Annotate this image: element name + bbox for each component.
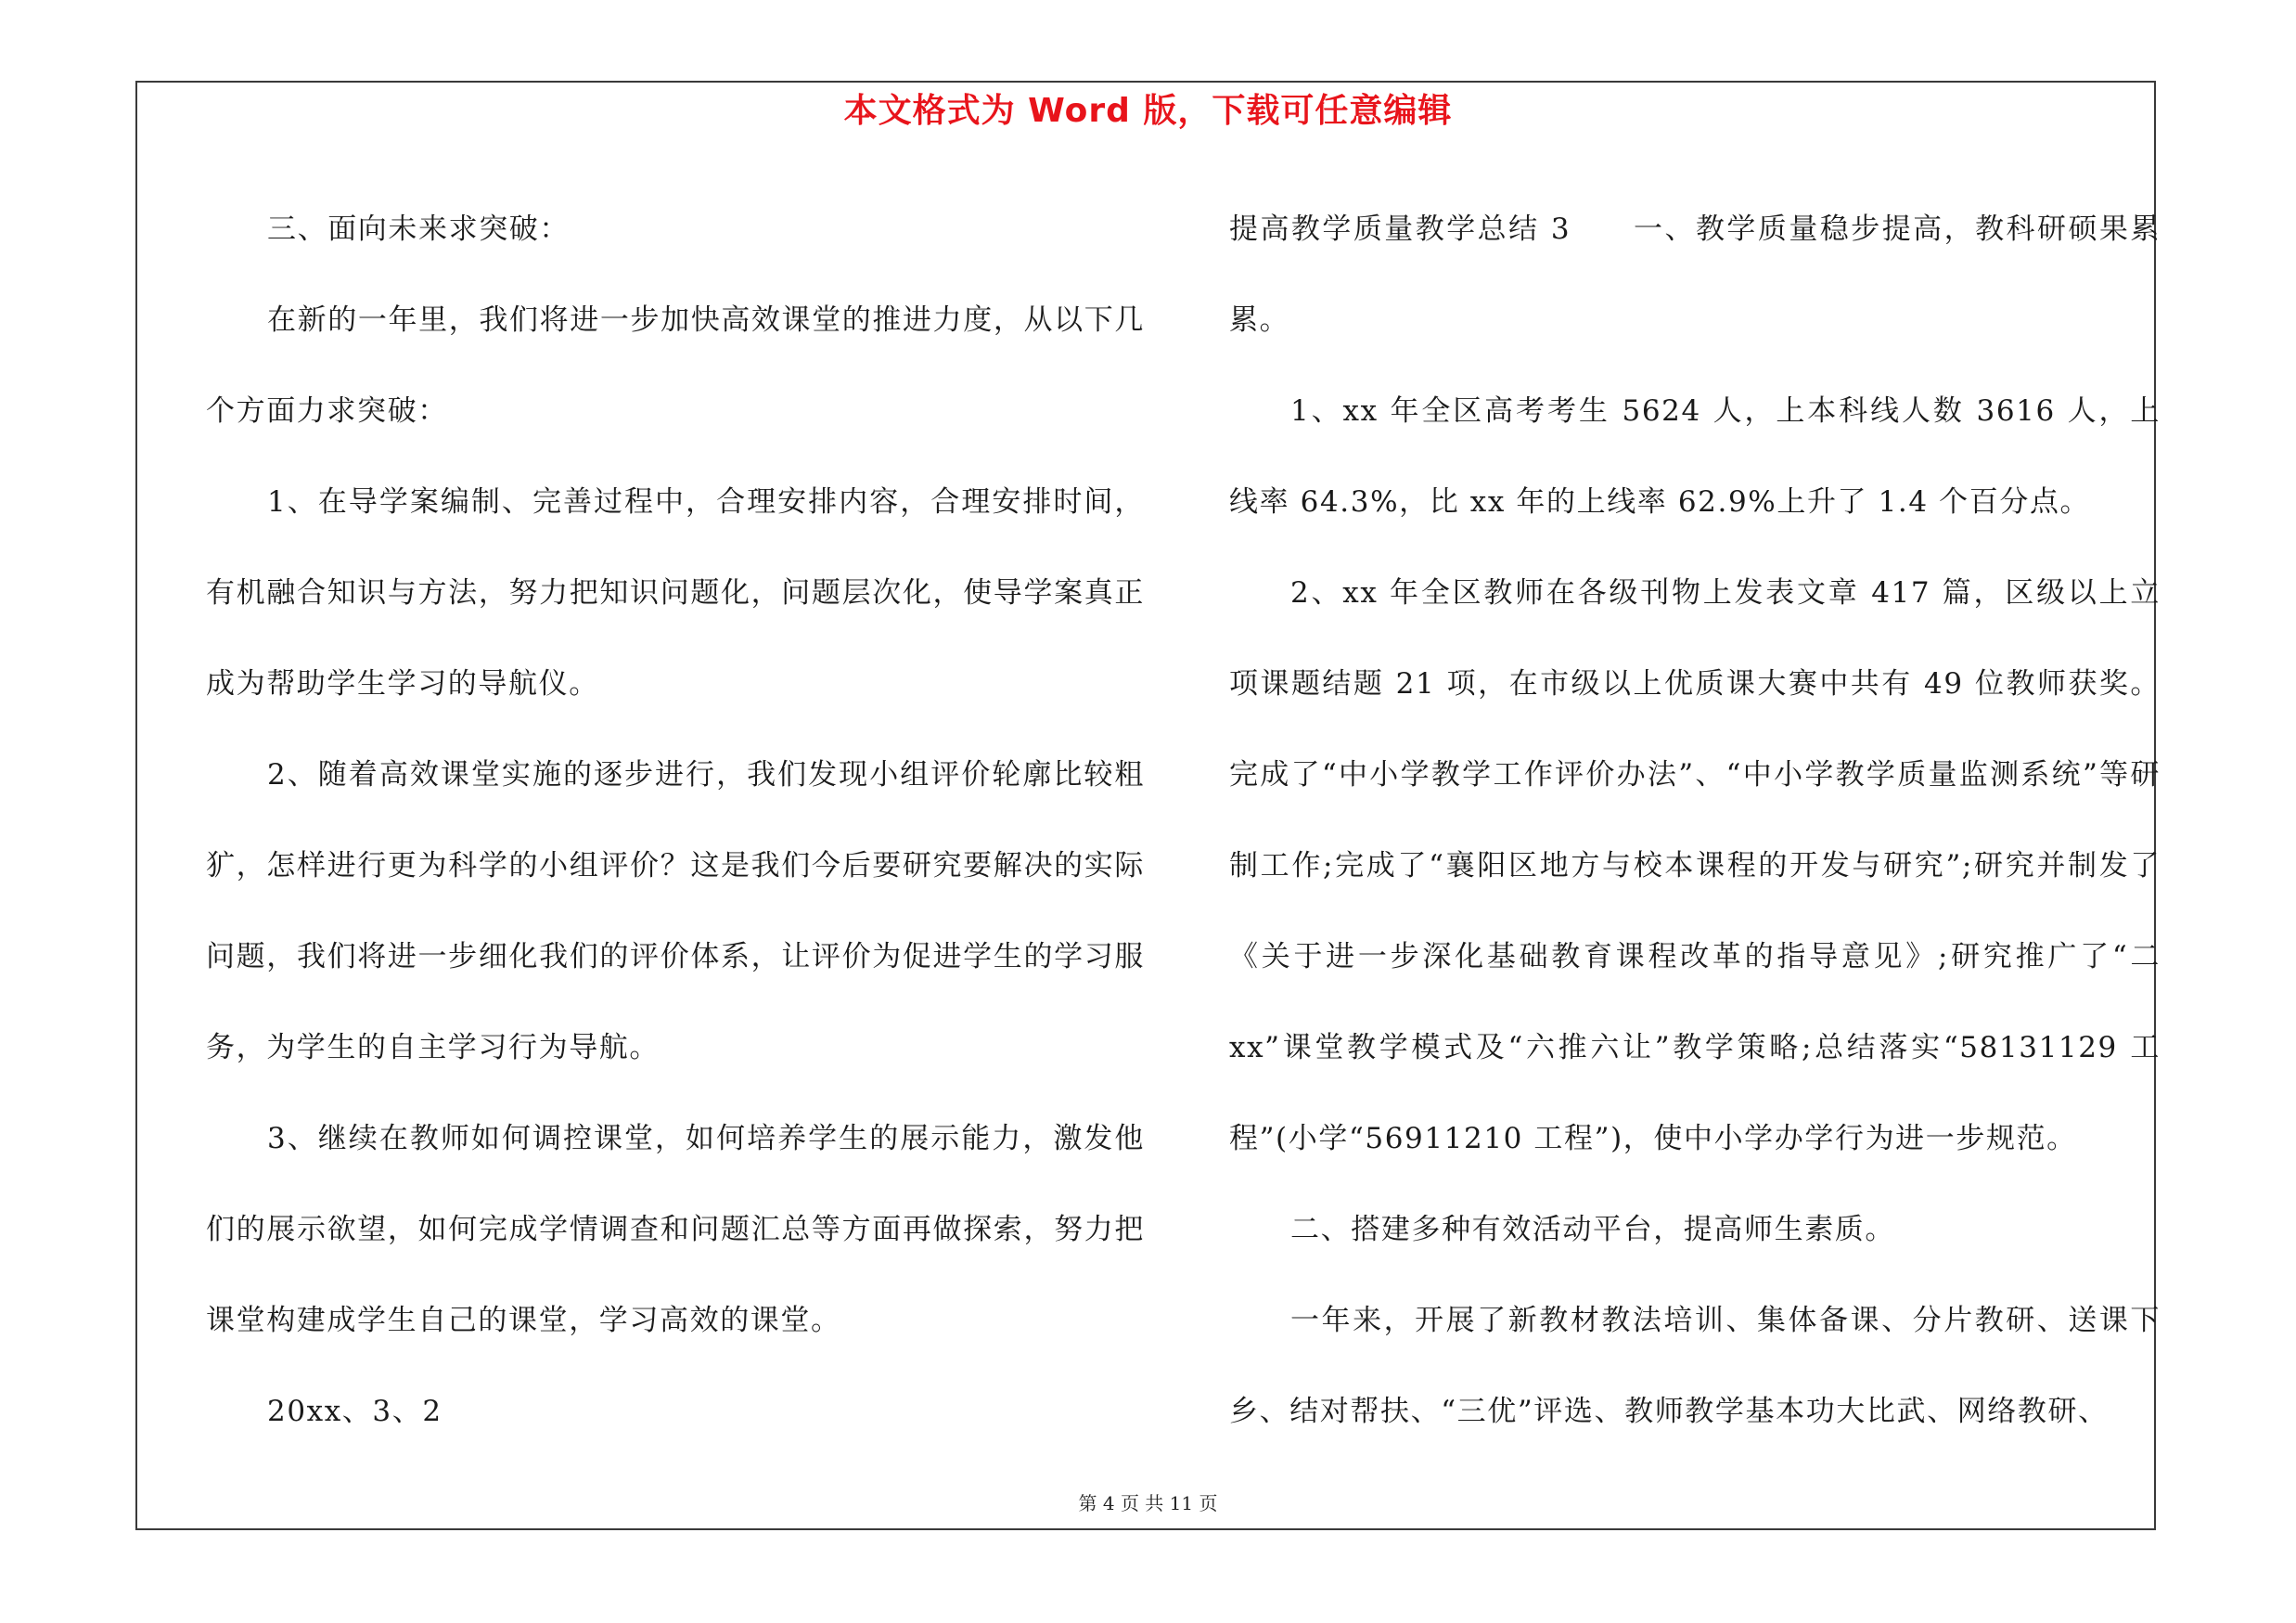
paragraph: 1、xx 年全区高考考生 5624 人，上本科线人数 3616 人，上线率 64.3%，比 xx 年的上线率 62.9%上升了 1.4 个百分点。 bbox=[1229, 394, 2161, 519]
paragraph: 三、面向未来求突破： bbox=[267, 213, 570, 246]
paragraph: 2、xx 年全区教师在各级刊物上发表文章 417 篇，区级以上立项课题结题 21 项，在市级以上优质课大赛中共有 49 位教师获奖。完成了“中小学教学工作评价办法”、“中小学教学质量监测系统”等研制工作;完成了“襄阳区地方与校本课程的开发与研究”;研究并制发了《关于进一步深化基础教育课程改革的指导意见》;研究推广了“二 xx”课堂教学模式及“六推六让”教学策略;总结落实“58131129 工程”(小学“56911210 工程”)，使中小学办学行为进一步规范。 bbox=[1229, 576, 2161, 1155]
format-banner: 本文格式为 Word 版，下载可任意编辑 bbox=[843, 92, 1453, 130]
paragraph: 二、搭建多种有效活动平台，提高师生素质。 bbox=[1290, 1213, 1895, 1246]
left-column bbox=[206, 184, 1145, 1464]
page-number: 第 4 页 共 11 页 bbox=[1078, 1492, 1218, 1514]
paragraph: 1、在导学案编制、完善过程中，合理安排内容，合理安排时间，有机融合知识与方法，努力把知识问题化，问题层次化，使导学案真正成为帮助学生学习的导航仪。 bbox=[206, 485, 1145, 701]
paragraph: 一年来，开展了新教材教法培训、集体备课、分片教研、送课下乡、结对帮扶、“三优”评选、教师教学基本功大比武、网络教研、 bbox=[1229, 1304, 2161, 1428]
section-heading: 提高教学质量教学总结 3 一、教学质量稳步提高，教科研硕果累累。 bbox=[1229, 213, 2161, 337]
paragraph: 3、继续在教师如何调控课堂，如何培养学生的展示能力，激发他们的展示欲望，如何完成学情调查和问题汇总等方面再做探索，努力把课堂构建成学生自己的课堂，学习高效的课堂。 bbox=[206, 1122, 1145, 1337]
paragraph: 在新的一年里，我们将进一步加快高效课堂的推进力度，从以下几个方面力求突破： bbox=[206, 303, 1145, 428]
paragraph: 2、随着高效课堂实施的逐步进行，我们发现小组评价轮廓比较粗犷，怎样进行更为科学的小组评价？这是我们今后要研究要解决的实际问题，我们将进一步细化我们的评价体系，让评价为促进学生的学习服务，为学生的自主学习行为导航。 bbox=[206, 758, 1145, 1064]
right-column bbox=[1229, 184, 2161, 1464]
date-line: 20xx、3、2 bbox=[267, 1395, 443, 1428]
